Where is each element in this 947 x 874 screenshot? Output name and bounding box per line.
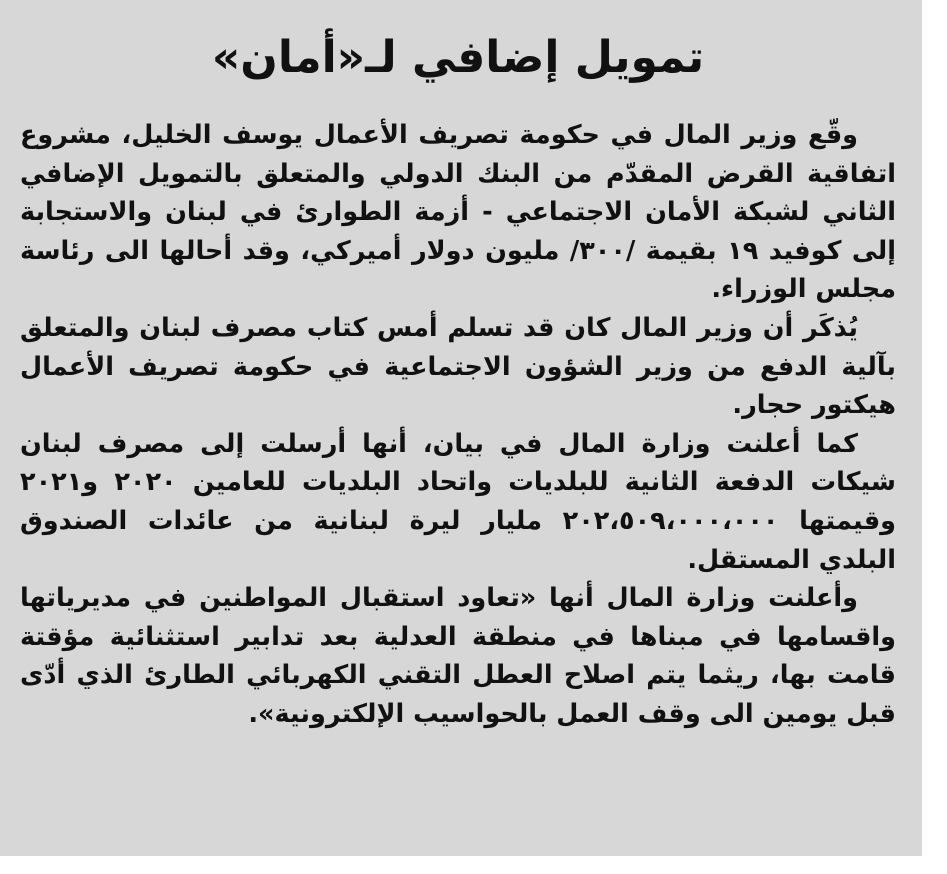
paragraph [20,309,896,425]
paragraph-text: وقّع وزير المال في حكومة تصريف الأعمال يوسف الخليل، مشروع اتفاقية القرض المقدّم من البنك الدولي والمتعلق بالتمويل الإضافي الثاني لشبكة الأمان الاجتماعي - أزمة الطوارئ في لبنان والاستجابة إلى كوفيد ١٩ بقيمة /٣٠٠/ مليون دولار أميركي، وقد أحالها الى رئاسة مجلس الوزراء. [20,120,897,305]
article-body [20,116,896,734]
paragraph [20,116,896,309]
headline: تمويل إضافي لـ«أمان» [211,32,705,83]
paragraph-text: وأعلنت وزارة المال أنها «تعاود استقبال المواطنين في مديرياتها واقسامها في مبناها في منطقة العدلية بعد تدابير استثنائية مؤقتة قامت بها، ريثما يتم اصلاح العطل التقني الكهربائي الطارئ الذي أدّى قبل يومين الى وقف العمل بالحواسيب الإلكترونية». [20,583,896,729]
paragraph [20,425,896,579]
paragraph-text: يُذكَر أن وزير المال كان قد تسلم أمس كتاب مصرف لبنان والمتعلق بآلية الدفع من وزير الشؤون الاجتماعية في حكومة تصريف الأعمال هيكتور حجار. [20,312,896,421]
paragraph-text: كما أعلنت وزارة المال في بيان، أنها أرسلت إلى مصرف لبنان شيكات الدفعة الثانية للبلديات واتحاد البلديات للعامين ٢٠٢٠ و٢٠٢١ وقيمتها ٢٠٢،٥٠٩،٠٠٠،٠٠٠ مليار ليرة لبنانية من عائدات الصندوق البلدي المستقل. [20,428,897,575]
paragraph [20,579,896,733]
